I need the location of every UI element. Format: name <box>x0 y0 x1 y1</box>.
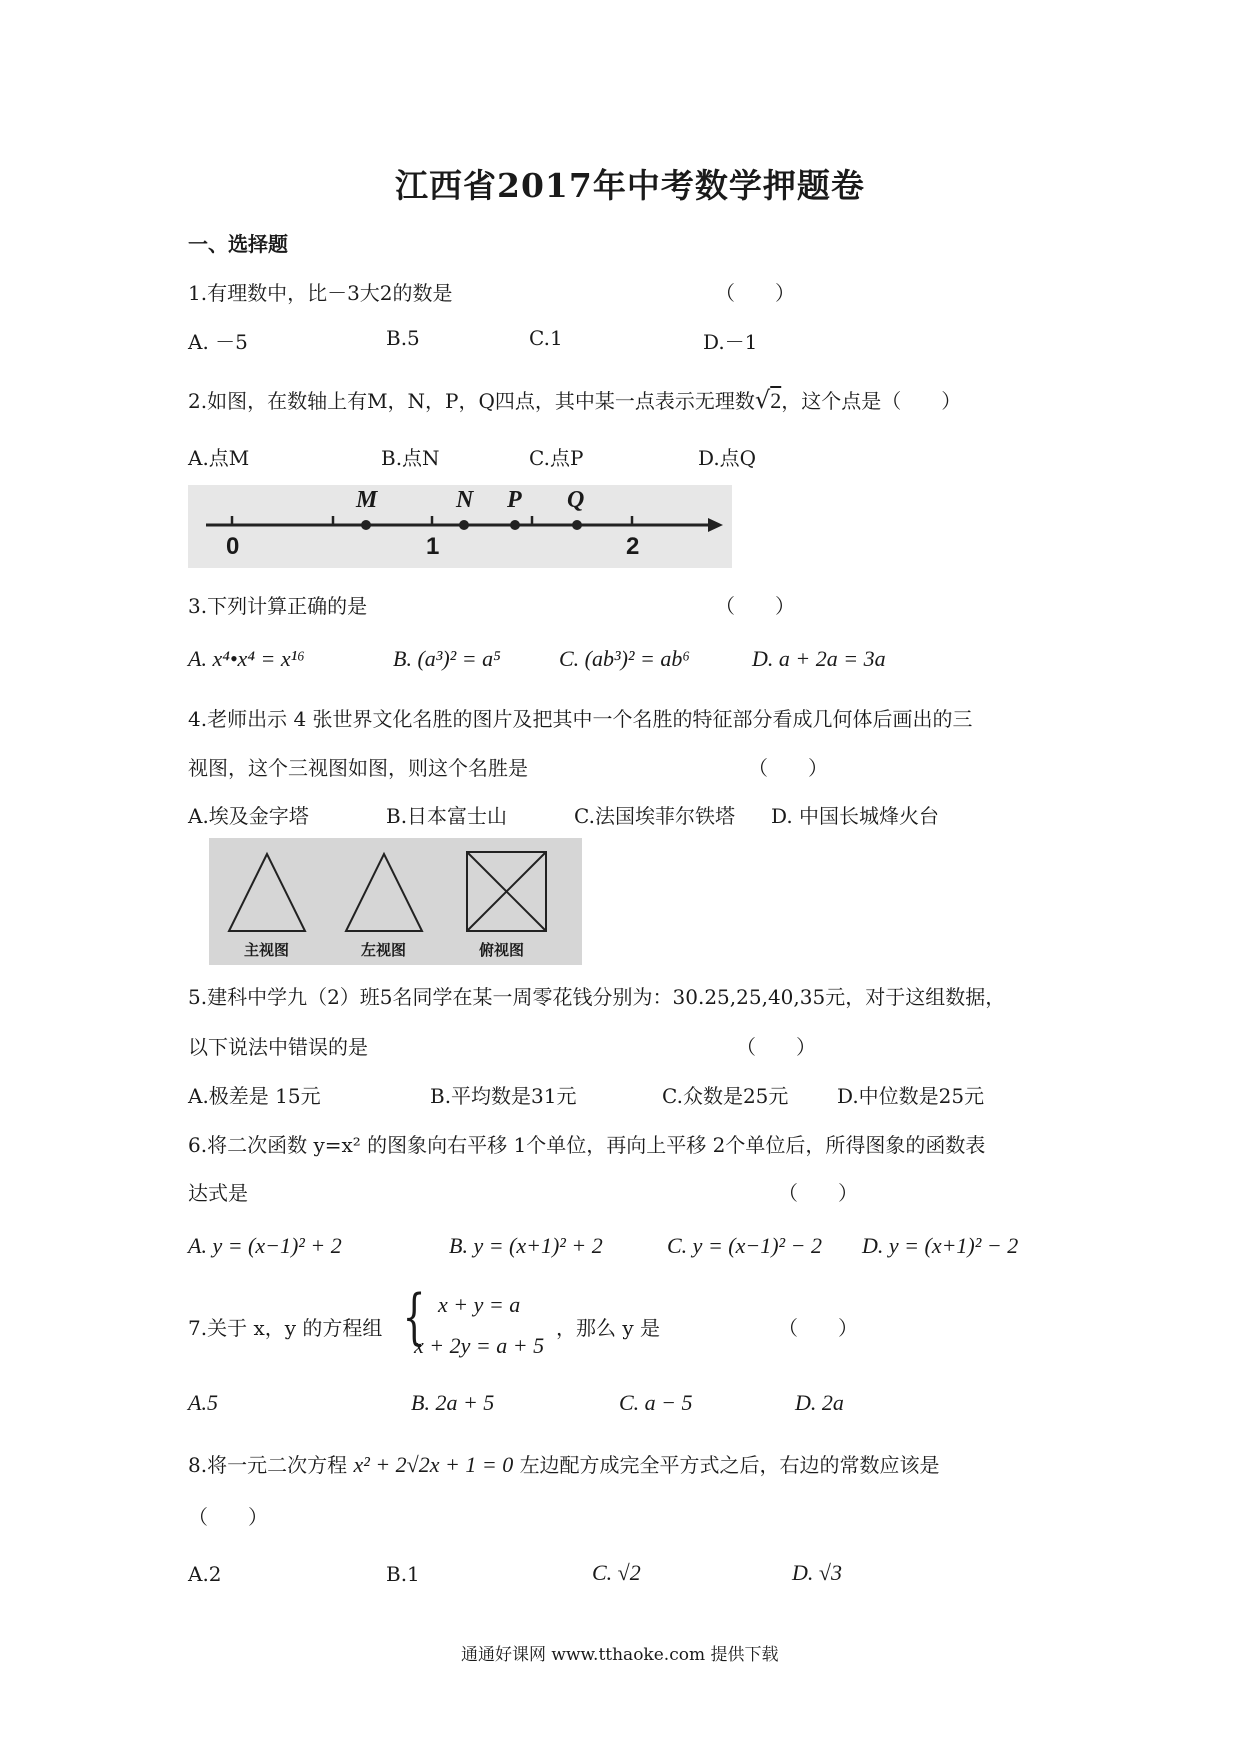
question-3-stem: 3.下列计算正确的是 <box>188 594 368 618</box>
question-3-answer-paren: （ ） <box>715 594 795 618</box>
question-3-option-a: A. x⁴•x⁴ = x¹⁶ <box>188 646 305 671</box>
question-2-stem-c: ，这个点是（ ） <box>781 389 962 413</box>
question-8-equation: x² + 2√2x + 1 = 0 <box>353 1452 514 1477</box>
question-6-stem-line2: 达式是 <box>188 1181 248 1205</box>
question-8-option-c: C. √2 <box>592 1560 641 1585</box>
question-3-option-c: C. (ab³)² = ab⁶ <box>559 646 691 671</box>
equation-system-brace: { <box>402 1282 426 1352</box>
section-heading: 一、选择题 <box>188 232 288 256</box>
point-p-dot <box>510 520 520 530</box>
question-6-option-b: B. y = (x+1)² + 2 <box>449 1233 603 1258</box>
question-5-option-a: A.极差是 15元 <box>188 1084 321 1108</box>
three-views-figure <box>209 838 582 965</box>
point-label-n: N <box>456 487 474 513</box>
question-8-stem-a: 8.将一元二次方程 <box>188 1453 348 1477</box>
question-8-option-a: A.2 <box>188 1562 222 1586</box>
question-4-stem-line1: 4.老师出示 4 张世界文化名胜的图片及把其中一个名胜的特征部分看成几何体后画出的三 <box>188 707 973 731</box>
number-line-figure <box>188 485 732 568</box>
question-8-stem-b: 左边配方成完全平方式之后，右边的常数应该是 <box>519 1453 940 1477</box>
tick-label-0: 0 <box>226 533 240 560</box>
question-7-option-d: D. 2a <box>795 1390 844 1415</box>
question-6-option-a: A. y = (x−1)² + 2 <box>188 1233 342 1258</box>
front-view-label: 主视图 <box>244 941 290 959</box>
question-1-option-b: B.5 <box>386 326 420 350</box>
question-4-stem-line2: 视图，这个三视图如图，则这个名胜是 <box>188 756 528 780</box>
question-4-answer-paren: （ ） <box>748 756 828 780</box>
question-5-option-c: C.众数是25元 <box>662 1084 789 1108</box>
question-7-option-a: A.5 <box>188 1390 218 1415</box>
point-label-q: Q <box>567 487 585 513</box>
page-footer: 通通好课网 www.tthaoke.com 提供下载 <box>461 1645 779 1665</box>
question-8-answer-paren: （ ） <box>188 1505 268 1529</box>
question-7-stem-a: 7.关于 x，y 的方程组 <box>188 1316 383 1340</box>
question-1-answer-paren: （ ） <box>715 281 795 305</box>
sqrt-symbol: √ <box>754 386 771 414</box>
question-2-option-c: C.点P <box>529 446 584 470</box>
point-m-dot <box>361 520 371 530</box>
question-5-answer-paren: （ ） <box>736 1035 816 1059</box>
equation-2: x + 2y = a + 5 <box>414 1333 545 1358</box>
point-n-dot <box>459 520 469 530</box>
question-6-option-c: C. y = (x−1)² − 2 <box>667 1233 822 1258</box>
question-2-stem-b: 2 <box>770 388 782 413</box>
question-6-answer-paren: （ ） <box>778 1181 858 1205</box>
question-5-option-b: B.平均数是31元 <box>430 1084 577 1108</box>
question-5-option-d: D.中位数是25元 <box>837 1084 985 1108</box>
question-4-option-d: D. 中国长城烽火台 <box>771 804 940 828</box>
equation-1: x + y = a <box>438 1292 521 1317</box>
question-1-option-d: D.－1 <box>703 330 758 354</box>
question-8-option-d: D. √3 <box>792 1560 842 1585</box>
side-view-triangle <box>346 854 422 931</box>
page-title: 江西省2017年中考数学押题卷 <box>395 166 865 205</box>
top-view-label: 俯视图 <box>479 941 525 959</box>
question-2-option-d: D.点Q <box>698 446 757 470</box>
question-5-stem-line1: 5.建科中学九（2）班5名同学在某一周零花钱分别为：30.25,25,40,35元，对于这组数据， <box>188 985 1006 1009</box>
question-4-option-b: B.日本富士山 <box>386 804 508 828</box>
question-1-option-a: A. －5 <box>188 330 248 354</box>
question-7-stem-b: ，那么 y 是 <box>556 1316 661 1340</box>
axis-arrow <box>708 518 723 532</box>
question-3-option-b: B. (a³)² = a⁵ <box>393 646 501 671</box>
question-3-option-d: D. a + 2a = 3a <box>752 646 886 671</box>
question-2-stem-a: 2.如图，在数轴上有M，N，P，Q四点，其中某一点表示无理数 <box>188 389 755 413</box>
question-5-stem-line2: 以下说法中错误的是 <box>188 1035 368 1059</box>
tick-label-2: 2 <box>626 533 640 560</box>
question-1-stem: 1.有理数中，比－3大2的数是 <box>188 281 453 305</box>
question-7-option-c: C. a − 5 <box>619 1390 693 1415</box>
question-6-option-d: D. y = (x+1)² − 2 <box>862 1233 1019 1258</box>
question-7-answer-paren: （ ） <box>778 1316 858 1340</box>
side-view-label: 左视图 <box>361 941 407 959</box>
point-label-p: P <box>507 487 522 513</box>
question-8-option-b: B.1 <box>386 1562 420 1586</box>
tick-label-1: 1 <box>426 533 440 560</box>
question-2-option-b: B.点N <box>381 446 440 470</box>
question-1-option-c: C.1 <box>529 326 563 350</box>
question-2-option-a: A.点M <box>188 446 250 470</box>
point-q-dot <box>572 520 582 530</box>
front-view-triangle <box>229 854 305 931</box>
question-8-stem <box>188 1449 940 1478</box>
question-2-stem <box>188 385 961 414</box>
question-7-option-b: B. 2a + 5 <box>411 1390 495 1415</box>
question-6-stem-line1: 6.将二次函数 y=x² 的图象向右平移 1个单位，再向上平移 2个单位后，所得图象的函数表 <box>188 1133 986 1157</box>
question-4-option-c: C.法国埃菲尔铁塔 <box>574 804 735 828</box>
question-4-option-a: A.埃及金字塔 <box>188 804 309 828</box>
point-label-m: M <box>356 487 378 513</box>
